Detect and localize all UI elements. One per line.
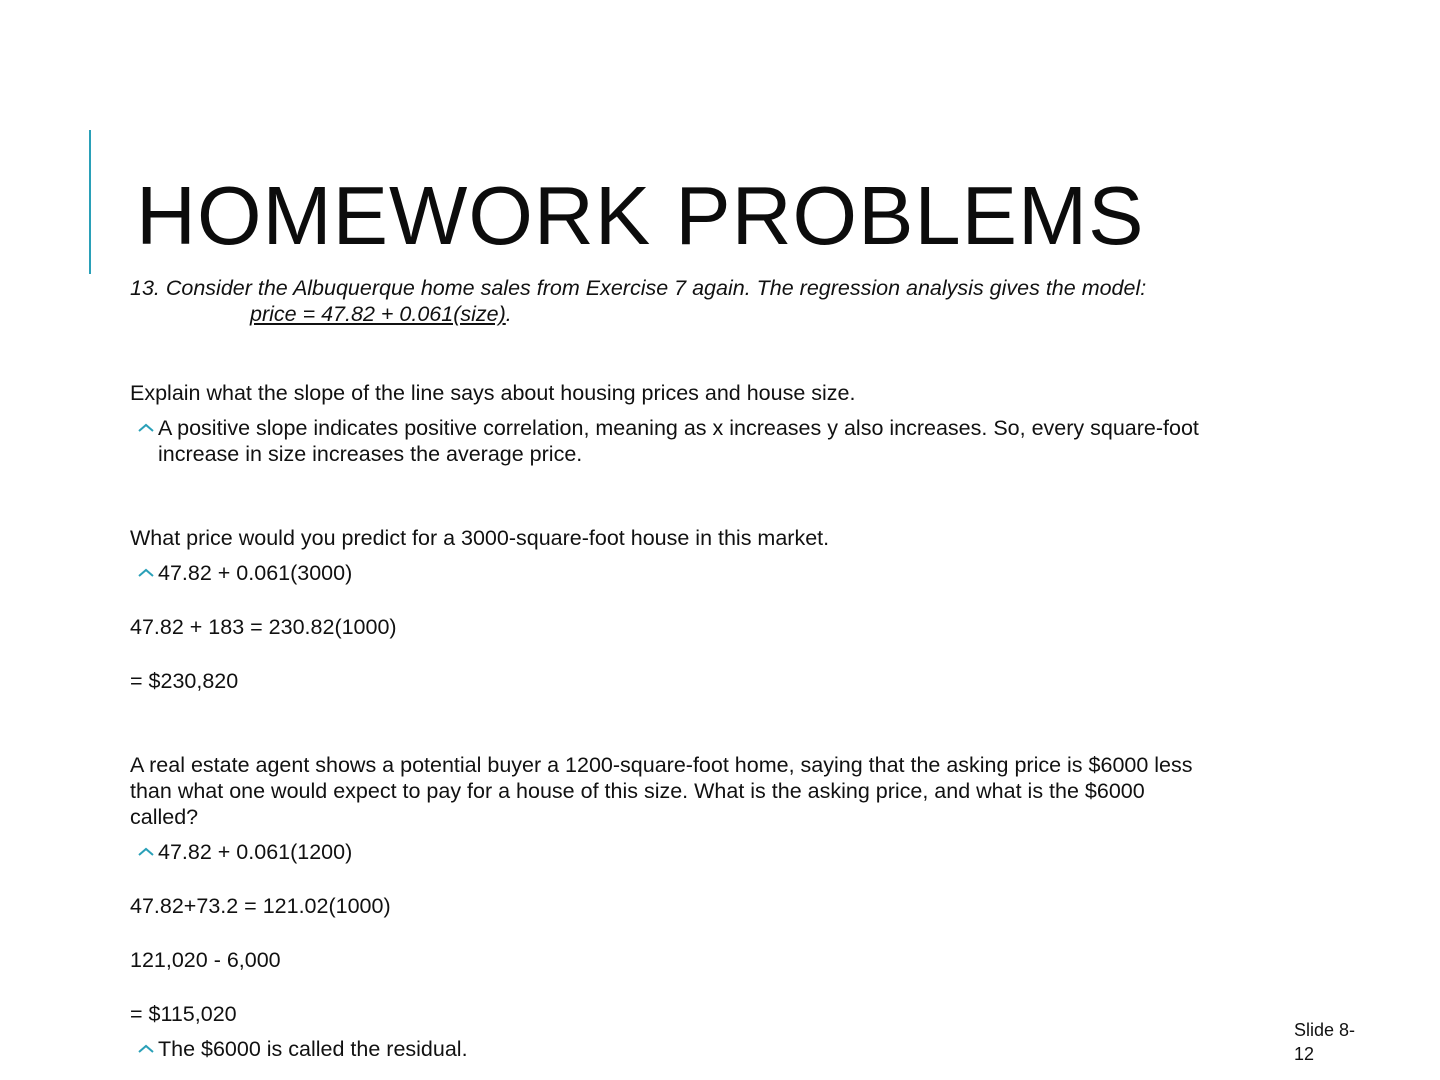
caret-up-icon	[136, 1039, 156, 1059]
answer-slope-bullet	[130, 415, 1210, 467]
residual-text: The $6000 is called the residual.	[158, 1037, 468, 1061]
asking-price-bullet-text: 47.82 + 0.061(1200)	[158, 840, 353, 864]
caret-up-icon	[136, 842, 156, 862]
asking-calc-line-1: 47.82+73.2 = 121.02(1000)	[130, 894, 391, 918]
intro-end: .	[505, 302, 512, 326]
asking-calc-line-3: = $115,020	[130, 1002, 237, 1026]
asking-calc-line-2: 121,020 - 6,000	[130, 948, 281, 972]
regression-formula: price = 47.82 + 0.061(size)	[250, 302, 506, 326]
slide-number: Slide 8-12	[1294, 1020, 1356, 1064]
asking-price-bullet	[130, 839, 1210, 865]
intro-text: 13. Consider the Albuquerque home sales from Exercise 7 again. The regression analysis gives the model:	[130, 276, 1147, 300]
answer-slope-text: A positive slope indicates positive correlation, meaning as x increases y also increases. So, every square-foot increase in size increases the average price.	[158, 416, 1199, 466]
slide-title: HOMEWORK PROBLEMS	[136, 169, 1145, 262]
intro-paragraph	[130, 275, 1210, 327]
predict-bullet	[130, 560, 1210, 586]
question-slope: Explain what the slope of the line says about housing prices and house size.	[130, 381, 856, 405]
residual-bullet	[130, 1036, 1210, 1062]
question-predict: What price would you predict for a 3000-square-foot house in this market.	[130, 526, 830, 550]
predict-calc-line-2: = $230,820	[130, 669, 239, 693]
question-asking-price: A real estate agent shows a potential buyer a 1200-square-foot home, saying that the asking price is $6000 less than what one would expect to pay for a house of this size. What is the asking price, and what is the $6000 called?	[130, 753, 1193, 829]
title-accent-bar	[89, 130, 91, 274]
slide-content	[130, 275, 1210, 1062]
caret-up-icon	[136, 418, 156, 438]
caret-up-icon	[136, 563, 156, 583]
predict-calc-line-1: 47.82 + 183 = 230.82(1000)	[130, 615, 397, 639]
predict-bullet-text: 47.82 + 0.061(3000)	[158, 561, 353, 585]
